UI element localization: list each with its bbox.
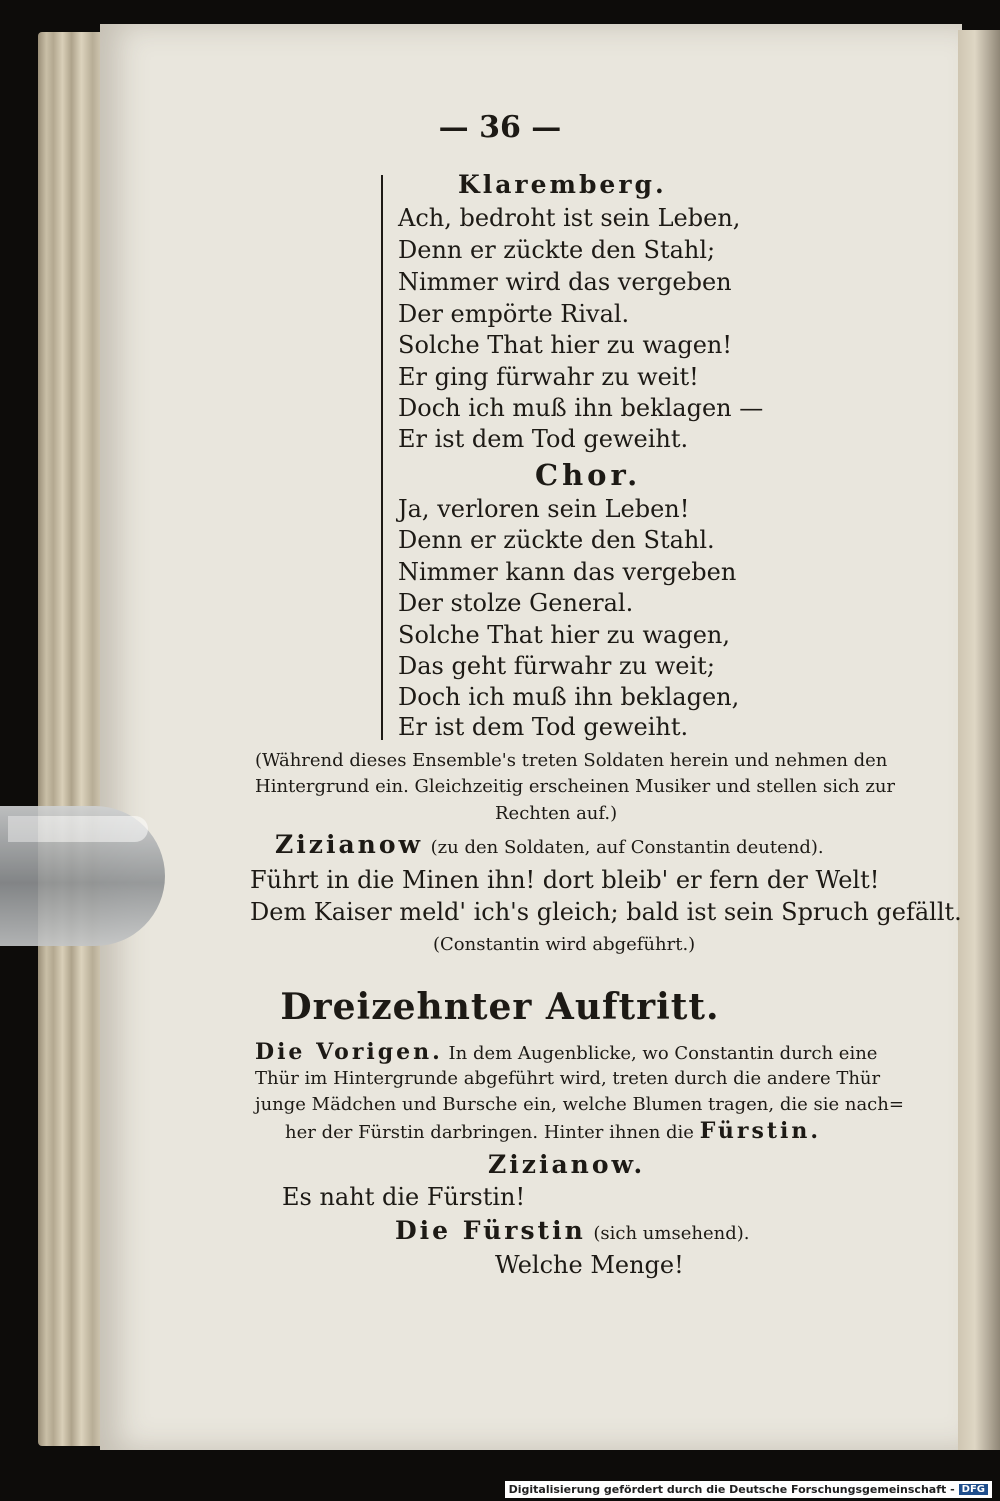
scene-description-text: her der Fürstin darbringen. Hinter ihnen die bbox=[285, 1122, 694, 1143]
verse-line: Nimmer kann das vergeben bbox=[398, 558, 737, 586]
verse-line: Er ist dem Tod geweiht. bbox=[398, 425, 689, 453]
stage-direction-line: Rechten auf.) bbox=[495, 803, 618, 824]
scene-description-line: Thür im Hintergrunde abgeführt wird, treten durch die andere Thür bbox=[255, 1068, 881, 1089]
verse-bracket bbox=[381, 175, 389, 740]
speaker-klaremberg: Klaremberg. bbox=[458, 170, 667, 199]
stage-direction-line: Hintergrund ein. Gleichzeitig erscheinen Musiker und stellen sich zur bbox=[255, 776, 896, 797]
verse-line: Solche That hier zu wagen! bbox=[398, 331, 733, 359]
digitization-credit bbox=[505, 1481, 992, 1498]
verse-line: Der empörte Rival. bbox=[398, 300, 630, 328]
glass-page-weight bbox=[0, 806, 165, 946]
verse-line: Er ging fürwahr zu weit! bbox=[398, 363, 699, 391]
speech-line: Führt in die Minen ihn! dort bleib' er fern der Welt! bbox=[250, 866, 880, 894]
fuerstin-heading bbox=[395, 1216, 749, 1249]
verse-line: Der stolze General. bbox=[398, 589, 634, 617]
scene-heading: Dreizehnter Auftritt. bbox=[280, 986, 720, 1028]
speaker-zizianow: Zizianow. bbox=[488, 1150, 646, 1179]
scene-character: Fürstin. bbox=[699, 1118, 822, 1144]
verse-line: Ach, bedroht ist sein Leben, bbox=[398, 204, 741, 232]
scene-description-line bbox=[285, 1116, 821, 1148]
dfg-logo: DFG bbox=[959, 1484, 988, 1495]
page-stack-edge bbox=[38, 32, 108, 1446]
stage-direction: (Constantin wird abgeführt.) bbox=[433, 934, 696, 955]
verse-line: Nimmer wird das vergeben bbox=[398, 268, 732, 296]
stage-direction: (sich umsehend). bbox=[593, 1223, 750, 1244]
speaker-name: Die Fürstin bbox=[395, 1216, 586, 1245]
speech-line: Welche Menge! bbox=[495, 1251, 684, 1279]
facing-page-edge bbox=[958, 30, 1000, 1450]
verse-line: Er ist dem Tod geweiht. bbox=[398, 713, 689, 741]
zizianow-heading bbox=[275, 830, 824, 863]
verse-line: Denn er zückte den Stahl; bbox=[398, 236, 716, 264]
scene-description-text: In dem Augenblicke, wo Constantin durch eine bbox=[448, 1043, 878, 1064]
verse-line: Doch ich muß ihn beklagen — bbox=[398, 394, 764, 422]
speaker-name: Zizianow bbox=[275, 830, 424, 859]
stage-direction: (zu den Soldaten, auf Constantin deutend). bbox=[430, 837, 824, 858]
stage-direction-line: (Während dieses Ensemble's treten Soldaten herein und nehmen den bbox=[255, 750, 888, 771]
verse-line: Das geht fürwahr zu weit; bbox=[398, 652, 715, 680]
credit-text: Digitalisierung gefördert durch die Deutsche Forschungsgemeinschaft - bbox=[508, 1483, 955, 1496]
verse-line: Denn er zückte den Stahl. bbox=[398, 526, 715, 554]
scene-characters: Die Vorigen. bbox=[255, 1039, 443, 1065]
speech-line: Dem Kaiser meld' ich's gleich; bald ist sein Spruch gefällt. bbox=[250, 898, 962, 926]
verse-line: Solche That hier zu wagen, bbox=[398, 621, 731, 649]
speech-line: Es naht die Fürstin! bbox=[282, 1183, 526, 1211]
scene-description-line: junge Mädchen und Bursche ein, welche Blumen tragen, die sie nach= bbox=[255, 1094, 904, 1115]
verse-line: Doch ich muß ihn beklagen, bbox=[398, 683, 740, 711]
page-number: — 36 — bbox=[438, 110, 562, 145]
speaker-chor: Chor. bbox=[535, 458, 642, 492]
verse-line: Ja, verloren sein Leben! bbox=[398, 495, 690, 523]
